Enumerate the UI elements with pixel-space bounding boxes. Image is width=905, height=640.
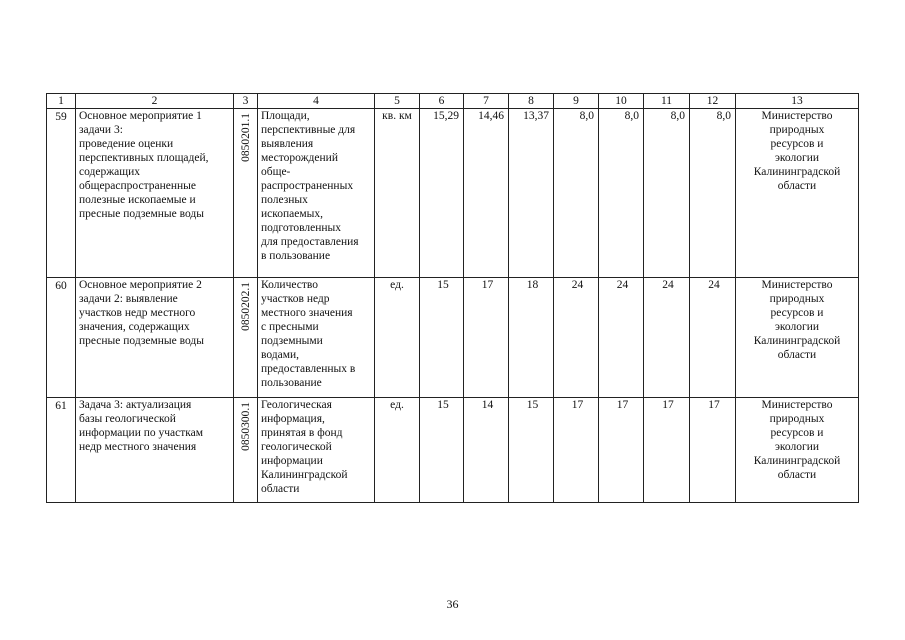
responsible-line: экологии	[774, 152, 820, 164]
responsible-line: экологии	[774, 441, 820, 453]
header-cell: 8	[509, 94, 554, 109]
indicator-line: участков недр	[261, 293, 330, 305]
responsible-cell	[736, 398, 859, 503]
indicator-line: полезных	[261, 194, 308, 206]
indicator-cell	[258, 278, 375, 398]
indicator-line: выявления	[261, 138, 314, 150]
value-cell: 18	[509, 278, 554, 398]
event-line: информации по участкам	[79, 427, 204, 439]
row-number: 59	[47, 109, 76, 278]
indicator-cell	[258, 398, 375, 503]
indicator-line: для предоставления	[261, 236, 359, 248]
value-cell: 24	[690, 278, 736, 398]
code-text: 0850202.1	[239, 282, 252, 331]
responsible-line: ресурсов и	[770, 427, 824, 439]
responsible-line: ресурсов и	[770, 307, 824, 319]
responsible-line: Министерство	[761, 399, 833, 411]
indicator-line: местного значения	[261, 307, 353, 319]
value-cell: 24	[599, 278, 644, 398]
indicator-line: информации	[261, 455, 323, 467]
event-line: полезные ископаемые и	[79, 194, 196, 206]
event-line: пресные подземные воды	[79, 208, 204, 220]
code-cell	[234, 398, 258, 503]
indicator-line: информация,	[261, 413, 325, 425]
value-cell: 8,0	[599, 109, 644, 278]
event-cell	[76, 398, 234, 503]
indicator-line: в пользование	[261, 250, 331, 262]
value-cell: 17	[464, 278, 509, 398]
event-line: пресные подземные воды	[79, 335, 204, 347]
indicator-line: Геологическая	[261, 399, 332, 411]
indicator-line: распространенных	[261, 180, 354, 192]
unit-cell: кв. км	[375, 109, 420, 278]
indicator-line: подземными	[261, 335, 323, 347]
header-cell: 6	[420, 94, 464, 109]
indicator-cell	[258, 109, 375, 278]
header-cell: 11	[644, 94, 690, 109]
event-line: задачи 3:	[79, 124, 123, 136]
program-table	[46, 93, 859, 503]
header-cell: 13	[736, 94, 859, 109]
indicator-line: ископаемых,	[261, 208, 324, 220]
responsible-line: Калининградской	[753, 166, 841, 178]
header-row	[47, 94, 859, 109]
unit-cell: ед.	[375, 278, 420, 398]
value-cell: 8,0	[690, 109, 736, 278]
header-cell: 4	[258, 94, 375, 109]
indicator-line: геологической	[261, 441, 332, 453]
value-cell: 15	[420, 278, 464, 398]
indicator-line: Площади,	[261, 110, 310, 122]
row-number: 61	[47, 398, 76, 503]
event-line: базы геологической	[79, 413, 176, 425]
responsible-cell	[736, 278, 859, 398]
table-row	[47, 109, 859, 278]
code-cell	[234, 109, 258, 278]
code-text: 0850201.1	[239, 113, 252, 162]
header-cell: 5	[375, 94, 420, 109]
value-cell: 15	[420, 398, 464, 503]
code-cell	[234, 278, 258, 398]
responsible-line: области	[777, 349, 817, 361]
indicator-line: Количество	[261, 279, 318, 291]
responsible-line: экологии	[774, 321, 820, 333]
row-number: 60	[47, 278, 76, 398]
value-cell: 24	[644, 278, 690, 398]
responsible-line: Калининградской	[753, 455, 841, 467]
responsible-line: природных	[769, 293, 825, 305]
event-cell	[76, 278, 234, 398]
value-cell: 14,46	[464, 109, 509, 278]
value-cell: 17	[554, 398, 599, 503]
header-cell: 10	[599, 94, 644, 109]
value-cell: 17	[599, 398, 644, 503]
indicator-line: обще-	[261, 166, 291, 178]
event-line: задачи 2: выявление	[79, 293, 178, 305]
unit-cell: ед.	[375, 398, 420, 503]
indicator-line: пользование	[261, 377, 322, 389]
event-line: общераспространенные	[79, 180, 196, 192]
indicator-line: предоставленных в	[261, 363, 356, 375]
responsible-line: Министерство	[761, 279, 833, 291]
table-row	[47, 398, 859, 503]
value-cell: 14	[464, 398, 509, 503]
value-cell: 17	[644, 398, 690, 503]
code-text: 0850300.1	[239, 402, 252, 451]
header-cell: 9	[554, 94, 599, 109]
indicator-line: подготовленных	[261, 222, 341, 234]
table-row	[47, 278, 859, 398]
value-cell: 8,0	[644, 109, 690, 278]
indicator-line: месторождений	[261, 152, 338, 164]
indicator-line: принятая в фонд	[261, 427, 343, 439]
responsible-line: природных	[769, 413, 825, 425]
header-cell: 2	[76, 94, 234, 109]
value-cell: 15	[509, 398, 554, 503]
event-line: участков недр местного	[79, 307, 196, 319]
event-line: проведение оценки	[79, 138, 174, 150]
event-cell	[76, 109, 234, 278]
responsible-line: Министерство	[761, 110, 833, 122]
responsible-line: области	[777, 180, 817, 192]
indicator-line: области	[261, 483, 300, 495]
header-cell: 3	[234, 94, 258, 109]
header-cell: 12	[690, 94, 736, 109]
responsible-line: природных	[769, 124, 825, 136]
indicator-line: перспективные для	[261, 124, 356, 136]
page-number: 36	[446, 597, 459, 611]
indicator-line: водами,	[261, 349, 300, 361]
event-line: Основное мероприятие 1	[79, 110, 202, 122]
event-line: недр местного значения	[79, 441, 197, 453]
value-cell: 17	[690, 398, 736, 503]
event-line: значения, содержащих	[79, 321, 190, 333]
header-cell: 1	[47, 94, 76, 109]
event-line: содержащих	[79, 166, 141, 178]
event-line: перспективных площадей,	[79, 152, 209, 164]
indicator-line: с пресными	[261, 321, 319, 333]
event-line: Основное мероприятие 2	[79, 279, 202, 291]
responsible-line: Калининградской	[753, 335, 841, 347]
value-cell: 24	[554, 278, 599, 398]
responsible-line: области	[777, 469, 817, 481]
indicator-line: Калининградской	[261, 469, 348, 481]
value-cell: 8,0	[554, 109, 599, 278]
event-line: Задача 3: актуализация	[79, 399, 192, 411]
responsible-line: ресурсов и	[770, 138, 824, 150]
header-cell: 7	[464, 94, 509, 109]
responsible-cell	[736, 109, 859, 278]
value-cell: 15,29	[420, 109, 464, 278]
value-cell: 13,37	[509, 109, 554, 278]
